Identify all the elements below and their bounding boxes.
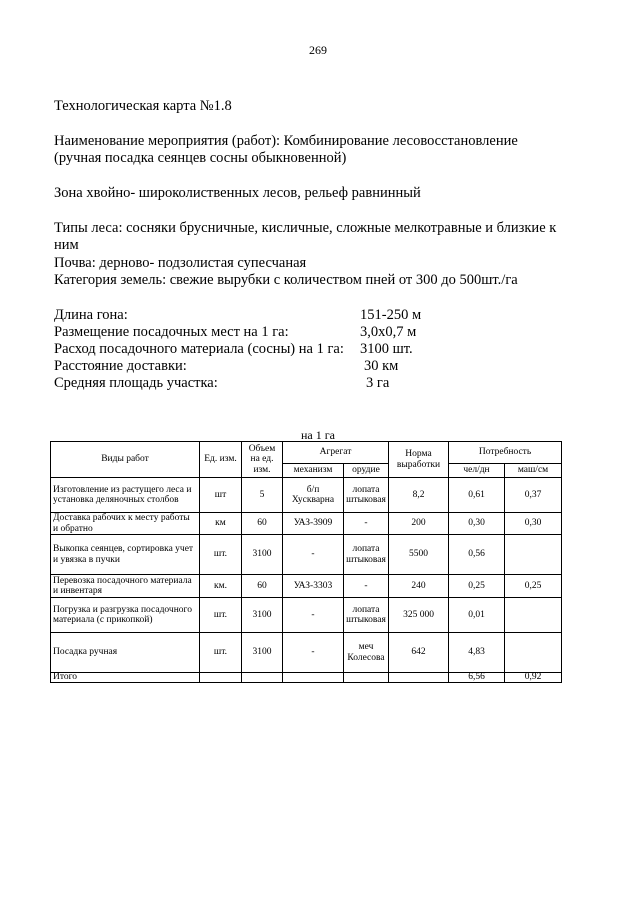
param-label: Расстояние доставки: — [54, 358, 187, 374]
cell-person-day: 0,25 — [449, 575, 505, 598]
table-total-row — [51, 673, 562, 683]
page-number: 269 — [309, 43, 327, 57]
cell-total-machine-shift: 0,92 — [505, 673, 562, 683]
cell-machine-shift: 0,37 — [505, 478, 562, 513]
cell-volume: 3100 — [242, 633, 283, 673]
header-aggregate: Агрегат — [283, 442, 389, 464]
activity-line-2: (ручная посадка сеянцев сосны обыкновенной) — [54, 150, 347, 166]
cell-unit: шт. — [200, 633, 242, 673]
cell-work: Изготовление из растущего леса и установка деляночных столбов — [51, 478, 200, 513]
cell-mechanism: б/п Хускварна — [283, 478, 344, 513]
work-table — [50, 441, 562, 683]
cell-person-day: 4,83 — [449, 633, 505, 673]
cell-work: Погрузка и разгрузка посадочного материала (с прикопкой) — [51, 598, 200, 633]
cell-mechanism: - — [283, 598, 344, 633]
table-row — [51, 575, 562, 598]
table-row — [51, 535, 562, 575]
cell-total-label: Итого — [51, 673, 200, 683]
header-tool: орудие — [344, 464, 389, 478]
cell-mechanism: УАЗ-3303 — [283, 575, 344, 598]
cell-norm: 5500 — [389, 535, 449, 575]
cell-unit: км. — [200, 575, 242, 598]
cell-mechanism: - — [283, 633, 344, 673]
cell-volume: 3100 — [242, 535, 283, 575]
forest-types-line-2: ним — [54, 237, 79, 253]
param-label: Размещение посадочных мест на 1 га: — [54, 324, 289, 340]
cell-machine-shift — [505, 633, 562, 673]
header-person-day: чел/дн — [449, 464, 505, 478]
cell-mechanism: - — [283, 535, 344, 575]
forest-types-line-1: Типы леса: сосняки брусничные, кисличные, сложные мелкотравные и близкие к — [54, 220, 557, 236]
param-value: 3,0х0,7 м — [360, 324, 417, 340]
table-row — [51, 478, 562, 513]
header-work-type: Виды работ — [51, 442, 200, 478]
cell-norm: 325 000 — [389, 598, 449, 633]
cell-person-day: 0,56 — [449, 535, 505, 575]
header-unit: Ед. изм. — [200, 442, 242, 478]
cell-empty — [242, 673, 283, 683]
cell-volume: 60 — [242, 513, 283, 535]
cell-empty — [344, 673, 389, 683]
activity-line-1: Наименование мероприятия (работ): Комбинирование лесовосстановление — [54, 133, 518, 149]
land-category-text: Категория земель: свежие вырубки с количеством пней от 300 до 500шт./га — [54, 272, 518, 288]
param-row — [54, 324, 417, 341]
cell-tool: лопата штыковая — [344, 535, 389, 575]
parameters-list — [54, 307, 422, 392]
cell-norm: 240 — [389, 575, 449, 598]
cell-work: Доставка рабочих к месту работы и обратно — [51, 513, 200, 535]
cell-unit: шт. — [200, 535, 242, 575]
cell-tool: - — [344, 575, 389, 598]
header-norm: Норма выработки — [389, 442, 449, 478]
cell-norm: 8,2 — [389, 478, 449, 513]
cell-mechanism: УАЗ-3909 — [283, 513, 344, 535]
cell-norm: 642 — [389, 633, 449, 673]
header-machine-shift: маш/см — [505, 464, 562, 478]
cell-unit: км — [200, 513, 242, 535]
cell-tool: меч Колесова — [344, 633, 389, 673]
table-row — [51, 633, 562, 673]
cell-machine-shift — [505, 535, 562, 575]
cell-tool: лопата штыковая — [344, 598, 389, 633]
param-row — [54, 375, 390, 392]
header-mechanism: механизм — [283, 464, 344, 478]
param-value: 30 км — [364, 358, 399, 374]
param-row — [54, 358, 399, 375]
cell-person-day: 0,30 — [449, 513, 505, 535]
header-volume: Объем на ед. изм. — [242, 442, 283, 478]
param-label: Длина гона: — [54, 307, 128, 323]
cell-person-day: 0,01 — [449, 598, 505, 633]
table-row — [51, 598, 562, 633]
param-value: 151-250 м — [360, 307, 422, 323]
cell-empty — [389, 673, 449, 683]
header-need: Потребность — [449, 442, 562, 464]
param-label: Средняя площадь участка: — [54, 375, 218, 391]
cell-work: Перевозка посадочного материала и инвентаря — [51, 575, 200, 598]
cell-norm: 200 — [389, 513, 449, 535]
param-row — [54, 341, 413, 358]
cell-empty — [283, 673, 344, 683]
param-label: Расход посадочного материала (сосны) на 1 га: — [54, 341, 344, 357]
cell-person-day: 0,61 — [449, 478, 505, 513]
param-value: 3100 шт. — [360, 341, 413, 357]
cell-work: Выкопка сеянцев, сортировка учет и увязка в пучки — [51, 535, 200, 575]
cell-unit: шт. — [200, 598, 242, 633]
table-row — [51, 513, 562, 535]
cell-total-person-day: 6,56 — [449, 673, 505, 683]
param-value: 3 га — [366, 375, 390, 391]
cell-unit: шт — [200, 478, 242, 513]
cell-volume: 3100 — [242, 598, 283, 633]
cell-tool: лопата штыковая — [344, 478, 389, 513]
zone-text: Зона хвойно- широколиственных лесов, рельеф равнинный — [54, 185, 421, 201]
cell-volume: 60 — [242, 575, 283, 598]
cell-empty — [200, 673, 242, 683]
cell-machine-shift: 0,30 — [505, 513, 562, 535]
table-caption: на 1 га — [301, 428, 335, 442]
param-row — [54, 307, 422, 324]
cell-tool: - — [344, 513, 389, 535]
cell-machine-shift — [505, 598, 562, 633]
cell-volume: 5 — [242, 478, 283, 513]
cell-machine-shift: 0,25 — [505, 575, 562, 598]
soil-text: Почва: дерново- подзолистая супесчаная — [54, 255, 307, 271]
cell-work: Посадка ручная — [51, 633, 200, 673]
map-title: Технологическая карта №1.8 — [54, 98, 232, 114]
